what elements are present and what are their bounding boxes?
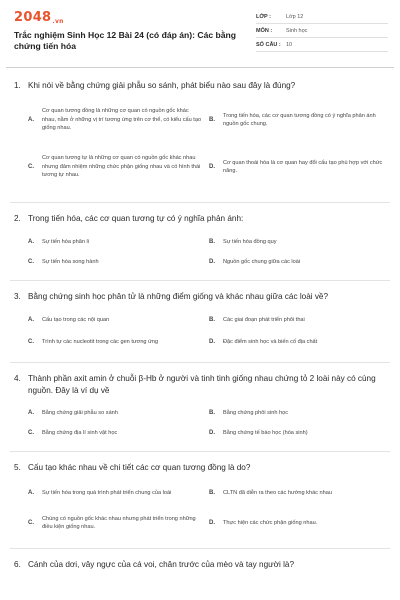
option-text: Đặc điểm sinh học và biến cố địa chất	[223, 338, 318, 345]
option-text: Nguồn gốc chung giữa các loài	[223, 258, 301, 265]
option-letter: A.	[28, 316, 34, 323]
site-logo[interactable]	[14, 10, 248, 28]
option-letter: C.	[28, 258, 34, 265]
option-text: Sự tiến hóa trong quá trình phát triển chung của loài	[42, 489, 172, 496]
option-letter: B.	[209, 489, 215, 496]
question-2	[0, 203, 400, 280]
meta-table	[256, 10, 388, 64]
option-text: Các giai đoạn phát triển phôi thai	[223, 316, 305, 323]
option-text: Cơ quan tương tự là những cơ quan có nguồn gốc khác nhau nhưng đảm nhiệm những chức phận giống nhau và có hình thái tương tự nhau.	[42, 155, 201, 179]
option-a[interactable]	[28, 310, 209, 330]
option-letter: D.	[209, 258, 215, 265]
option-text: Sự tiến hóa đồng quy	[223, 238, 277, 245]
question-number: 4.	[14, 374, 21, 383]
options	[14, 310, 390, 354]
option-text: Cơ quan thoái hóa là cơ quan hay đổi cấu tạo phù hợp với chức năng.	[223, 159, 383, 174]
option-a[interactable]	[28, 403, 209, 423]
meta-value: Sinh học	[286, 27, 308, 34]
option-letter: A.	[28, 238, 34, 245]
option-text: Bằng chứng tế bào học (hóa sinh)	[223, 429, 308, 436]
question-number: 1.	[14, 81, 21, 90]
option-a[interactable]	[28, 98, 209, 142]
option-text: Trình tự các nucleotit trong các gen tương ứng	[42, 338, 159, 345]
option-text: Cơ quan tương đồng là những cơ quan có nguồn gốc khác nhau, nằm ở những vị trí tương ứng trên cơ thể, có kiểu cấu tạo giống nhau.	[42, 108, 202, 132]
logo-text: 2048	[14, 10, 52, 25]
option-d[interactable]	[209, 423, 390, 443]
meta-label: LỚP :	[256, 13, 271, 20]
question-text	[14, 213, 390, 225]
options	[14, 403, 390, 443]
option-d[interactable]	[209, 506, 390, 540]
header-left	[14, 10, 256, 64]
question-number: 5.	[14, 463, 21, 472]
option-letter: C.	[28, 519, 34, 526]
option-b[interactable]	[209, 403, 390, 423]
question-5	[0, 452, 400, 548]
option-letter: A.	[28, 116, 34, 123]
options	[14, 232, 390, 272]
option-c[interactable]	[28, 423, 209, 443]
option-d[interactable]	[209, 330, 390, 354]
option-d[interactable]	[209, 142, 390, 192]
option-letter: C.	[28, 163, 34, 170]
option-text: Thực hiện các chức phận giống nhau.	[223, 519, 318, 526]
option-b[interactable]	[209, 480, 390, 506]
option-letter: C.	[28, 338, 34, 345]
options	[14, 98, 390, 192]
option-c[interactable]	[28, 252, 209, 272]
question-text	[14, 462, 390, 474]
option-letter: B.	[209, 116, 215, 123]
option-text: Bằng chứng giải phẫu so sánh	[42, 409, 118, 416]
question-4	[0, 363, 400, 451]
question-number: 3.	[14, 292, 21, 301]
option-text: Sự tiến hóa song hành	[42, 258, 99, 265]
question-1	[0, 68, 400, 202]
option-letter: C.	[28, 429, 34, 436]
option-letter: D.	[209, 338, 215, 345]
option-c[interactable]	[28, 330, 209, 354]
document-header	[0, 0, 400, 64]
option-text: Bằng chứng địa lí sinh vật học	[42, 429, 118, 436]
question-body: Thành phần axit amin ở chuỗi β-Hb ở người và tinh tinh giống nhau chứng tỏ 2 loài này có cùng nguồn. Đây là ví dụ về	[28, 374, 376, 395]
options	[14, 480, 390, 540]
option-letter: D.	[209, 519, 215, 526]
option-letter: D.	[209, 429, 215, 436]
question-body: Cấu tạo khác nhau về chi tiết các cơ quan tương đồng là do?	[28, 463, 251, 472]
option-text: Cấu tạo trong các nội quan	[42, 316, 110, 323]
option-text: Bằng chứng phôi sinh học	[223, 409, 289, 416]
option-c[interactable]	[28, 506, 209, 540]
question-body: Khi nói về bằng chứng giải phẫu so sánh, phát biểu nào sau đây là đúng?	[28, 81, 296, 90]
option-letter: B.	[209, 409, 215, 416]
question-3	[0, 281, 400, 362]
question-body: Trong tiến hóa, các cơ quan tương tự có ý nghĩa phản ánh:	[28, 214, 244, 223]
option-b[interactable]	[209, 310, 390, 330]
question-number: 2.	[14, 214, 21, 223]
question-text	[14, 291, 390, 303]
meta-label: MÔN :	[256, 27, 273, 34]
option-text: Chúng có nguồn gốc khác nhau nhưng phát triển trong những điều kiện giống nhau.	[42, 515, 196, 530]
question-text	[14, 559, 390, 571]
option-letter: D.	[209, 163, 215, 170]
option-letter: B.	[209, 238, 215, 245]
option-c[interactable]	[28, 142, 209, 192]
option-a[interactable]	[28, 232, 209, 252]
document-title: Trắc nghiệm Sinh Học 12 Bài 24 (có đáp án): Các bằng chứng tiến hóa	[14, 30, 237, 51]
question-text	[14, 373, 390, 397]
meta-row-subject	[256, 24, 388, 38]
question-6	[0, 549, 400, 571]
question-body: Cánh của dơi, vây ngực của cá voi, chân trước của mèo và tay người là?	[28, 560, 295, 569]
option-letter: B.	[209, 316, 215, 323]
option-d[interactable]	[209, 252, 390, 272]
option-a[interactable]	[28, 480, 209, 506]
option-letter: A.	[28, 409, 34, 416]
question-body: Bằng chứng sinh học phân tử là những điểm giống và khác nhau giữa các loài về?	[28, 292, 329, 301]
question-number: 6.	[14, 560, 21, 569]
meta-row-count	[256, 38, 388, 52]
option-text: Sự tiến hóa phân li	[42, 238, 89, 245]
meta-row-class	[256, 10, 388, 24]
question-text	[14, 80, 390, 92]
meta-value: Lớp 12	[286, 13, 304, 20]
option-b[interactable]	[209, 98, 390, 142]
meta-value: 10	[286, 41, 293, 48]
logo-suffix: .vn	[52, 18, 64, 25]
option-text: Trong tiến hóa, các cơ quan tương đồng có ý nghĩa phản ánh nguồn gốc chung.	[223, 112, 376, 127]
option-b[interactable]	[209, 232, 390, 252]
option-letter: A.	[28, 489, 34, 496]
option-text: CLTN đã diễn ra theo các hướng khác nhau	[223, 489, 332, 496]
meta-label: SỐ CÂU :	[256, 41, 281, 48]
